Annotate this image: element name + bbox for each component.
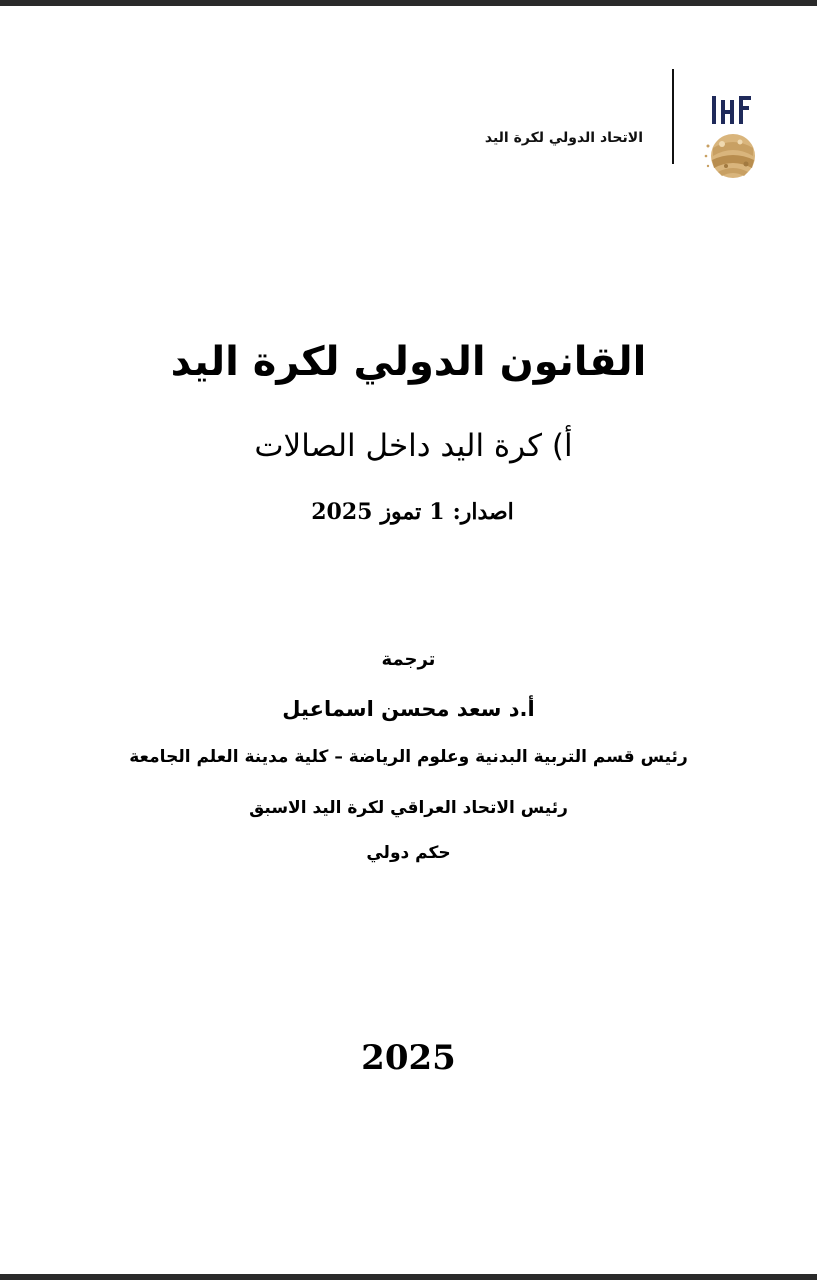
document-page	[0, 6, 817, 1274]
edition-label: اصدار:	[452, 499, 514, 525]
edition-line	[0, 496, 817, 528]
handball-globe-icon	[705, 134, 755, 178]
document-title: القانون الدولي لكرة اليد	[170, 339, 647, 385]
federation-name: الاتحاد الدولي لكرة اليد	[484, 130, 643, 146]
edition-year: 2025	[311, 499, 373, 525]
footer-year: 2025	[361, 1038, 456, 1078]
translator-role-1: رئيس قسم التربية البدنية وعلوم الرياضة – كلية مدينة العلم الجامعة	[129, 747, 688, 767]
edition-day: 1	[429, 499, 445, 525]
ihf-logo	[700, 86, 760, 186]
edition-month: تموز	[380, 499, 422, 525]
ihf-logo-letters	[712, 96, 751, 124]
translator-name: أ.د سعد محسن اسماعيل	[282, 697, 535, 721]
header-divider	[672, 69, 674, 164]
document-subtitle: أ) كرة اليد داخل الصالات	[254, 428, 573, 464]
translator-role-3: حكم دولي	[366, 843, 451, 863]
translation-label: ترجمة	[381, 649, 436, 670]
translator-role-2: رئيس الاتحاد العراقي لكرة اليد الاسبق	[249, 798, 568, 818]
